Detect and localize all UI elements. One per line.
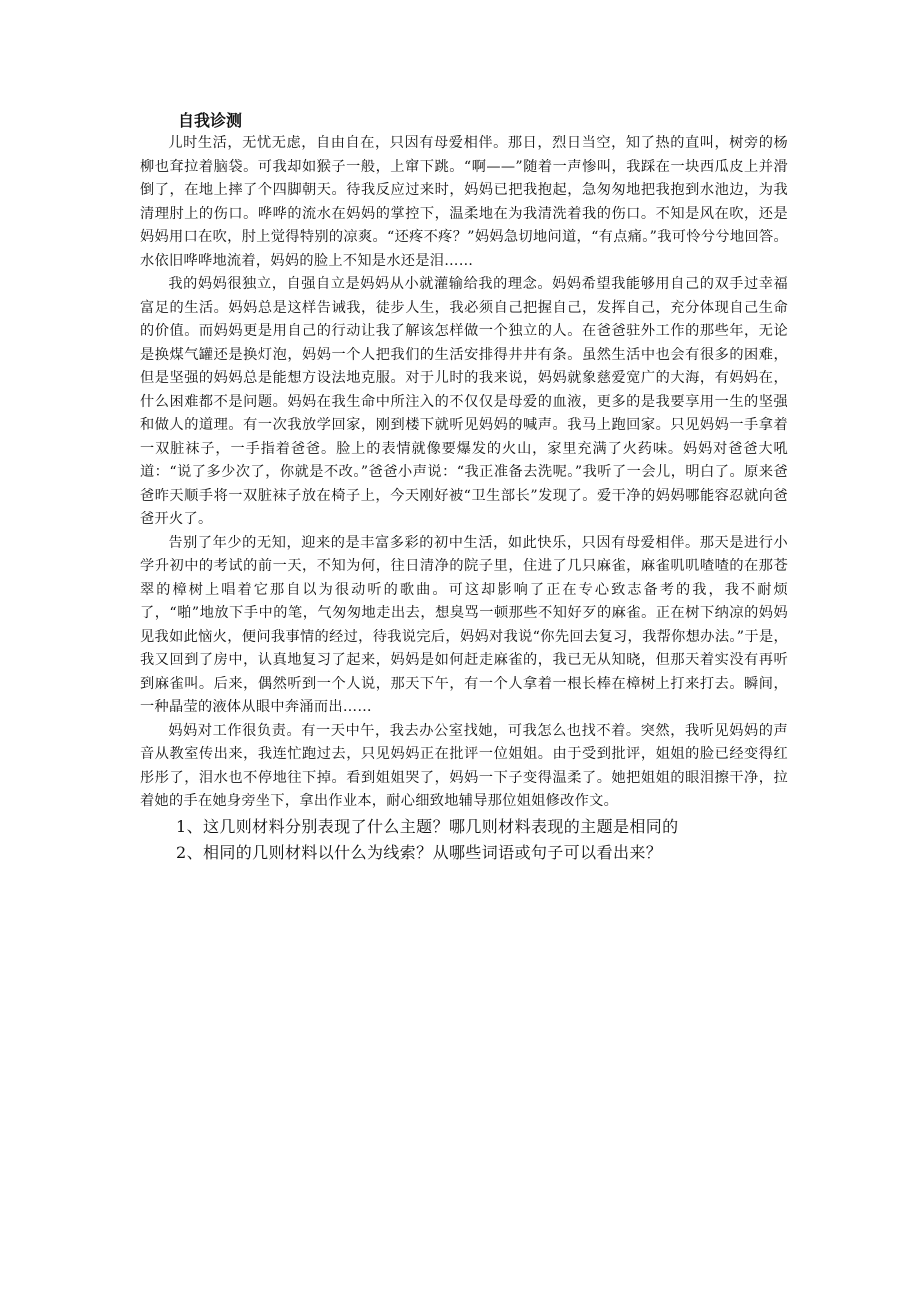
document-page	[140, 110, 788, 866]
paragraph-independent-mother: 我的妈妈很独立，自强自立是妈妈从小就灌输给我的理念。妈妈希望我能够用自己的双手过幸福富足的生活。妈妈总是这样告诫我，徒步人生，我必须自己把握自己，发挥自己，充分体现自己生命的价值。而妈妈更是用自己的行动让我了解该怎样做一个独立的人。在爸爸驻外工作的那些年，无论是换煤气罐还是换灯泡，妈妈一个人把我们的生活安排得井井有条。虽然生活中也会有很多的困难，但是坚强的妈妈总是能想方设法地克服。对于儿时的我来说，妈妈就象慈爱宽广的大海，有妈妈在，什么困难都不是问题。妈妈在我生命中所注入的不仅仅是母爱的血液，更多的是我要享用一生的坚强和做人的道理。有一次我放学回家，刚到楼下就听见妈妈的喊声。我马上跑回家。只见妈妈一手拿着一双脏袜子，一手指着爸爸。脸上的表情就像要爆发的火山，家里充满了火药味。妈妈对爸爸大吼道：“说了多少次了，你就是不改。”爸爸小声说：“我正准备去洗呢。”我听了一会儿，明白了。原来爸爸昨天顺手将一双脏袜子放在椅子上，今天刚好被“卫生部长”发现了。爱干净的妈妈哪能容忍就向爸爸开火了。	[140, 276, 788, 527]
paragraph-work: 妈妈对工作很负责。有一天中午，我去办公室找她，可我怎么也找不着。突然，我听见妈妈的声音从教室传出来，我连忙跑过去，只见妈妈正在批评一位姐姐。由于受到批评，姐姐的脸已经变得红彤彤了，泪水也不停地往下掉。看到姐姐哭了，妈妈一下子变得温柔了。她把姐姐的眼泪擦干净，拉着她的手在她身旁坐下，拿出作业本，耐心细致地辅导那位姐姐修改作文。	[140, 722, 788, 809]
document-title: 自我诊测	[178, 111, 243, 130]
paragraph-childhood: 儿时生活，无忧无虑，自由自在，只因有母爱相伴。那日，烈日当空，知了热的直叫，树旁的杨柳也耷拉着脑袋。可我却如猴子一般，上窜下跳。“啊——”随着一声惨叫，我踩在一块西瓜皮上并滑倒了，在地上摔了个四脚朝天。待我反应过来时，妈妈已把我抱起，急匆匆地把我抱到水池边，为我清理肘上的伤口。哗哗的流水在妈妈的掌控下，温柔地在为我清洗着我的伤口。不知是风在吹，还是妈妈用口在吹，肘上觉得特别的凉爽。“还疼不疼？”妈妈急切地问道，“有点痛。”我可怜兮兮地回答。水依旧哗哗地流着，妈妈的脸上不知是水还是泪……	[140, 135, 788, 269]
paragraph-sparrows: 告别了年少的无知，迎来的是丰富多彩的初中生活，如此快乐，只因有母爱相伴。那天是进行小学升初中的考试的前一天，不知为何，往日清净的院子里，住进了几只麻雀，麻雀叽叽喳喳的在那苍翠的樟树上唱着它那自以为很动听的歌曲。可这却影响了正在专心致志备考的我，我不耐烦了，“啪”地放下手中的笔，气匆匆地走出去，想臭骂一顿那些不知好歹的麻雀。正在树下纳凉的妈妈见我如此恼火，便问我事情的经过，待我说完后，妈妈对我说“你先回去复习，我帮你想办法。”于是，我又回到了房中，认真地复习了起来，妈妈是如何赶走麻雀的，我已无从知晓，但那天着实没有再听到麻雀叫。后来，偶然听到一个人说，那天下午，有一个人拿着一根长棒在樟树上打来打去。瞬间，一种晶莹的液体从眼中奔涌而出……	[140, 534, 788, 715]
question-1: 1、这几则材料分别表现了什么主题？哪几则材料表现的主题是相同的	[176, 816, 679, 836]
question-2: 2、相同的几则材料以什么为线索？从哪些词语或句子可以看出来？	[176, 842, 663, 862]
